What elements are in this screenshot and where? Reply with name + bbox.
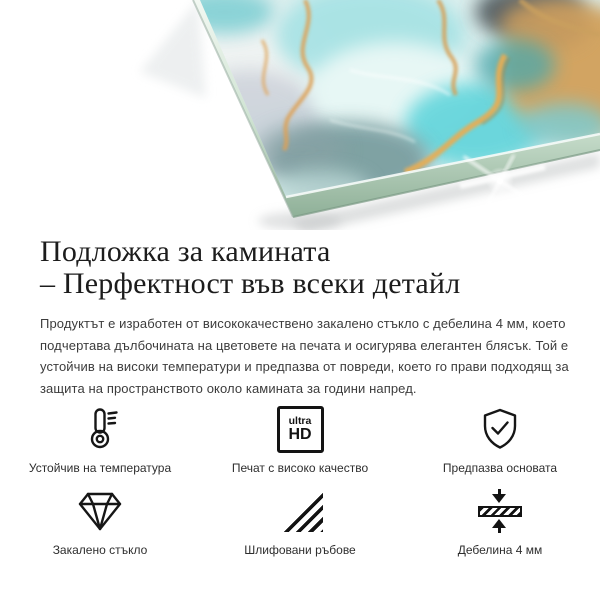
feature-label: Шлифовани ръбове	[244, 543, 356, 557]
product-description: Продуктът е изработен от висококачествено закалено стъкло с дебелина 4 мм, което подчертава дълбочината на цветовете на печата и осигурява елегантен блясък. Той е устойчив на високи температури и предпазва от повреди, което го прави подходящ за защита на пространството около камината за години напред.	[40, 316, 569, 396]
feature-label: Предпазва основата	[442, 461, 558, 475]
feature-label: Закалено стъкло	[52, 543, 148, 557]
thermometer-icon	[72, 406, 128, 452]
glass-panel-image	[0, 0, 600, 230]
feature-label: Дебелина 4 мм	[457, 543, 543, 557]
feature-thickness	[400, 488, 600, 557]
glass-reflection	[140, 0, 206, 98]
ultra-hd-top-text: ultra	[288, 415, 312, 427]
shield-check-icon	[472, 406, 528, 452]
features-grid	[0, 406, 600, 557]
feature-print-quality	[200, 406, 400, 475]
feature-protects-base	[400, 406, 600, 475]
feature-label: Печат с високо качество	[231, 461, 369, 475]
product-photo	[0, 0, 600, 230]
ultra-hd-icon	[272, 406, 328, 452]
ultra-hd-bottom-text: HD	[288, 426, 312, 443]
feature-label: Устойчив на температура	[28, 461, 172, 475]
page-title-line2: – Перфектност във всеки детайл	[40, 267, 461, 300]
page-title-line1: Подложка за камината	[40, 235, 331, 268]
polished-edges-icon	[272, 488, 328, 534]
diamond-icon	[72, 488, 128, 534]
product-info-section	[0, 230, 600, 399]
feature-tempered-glass	[0, 488, 200, 557]
feature-temperature	[0, 406, 200, 475]
thickness-icon	[472, 488, 528, 534]
page-title	[40, 236, 560, 300]
feature-polished-edges	[200, 488, 400, 557]
